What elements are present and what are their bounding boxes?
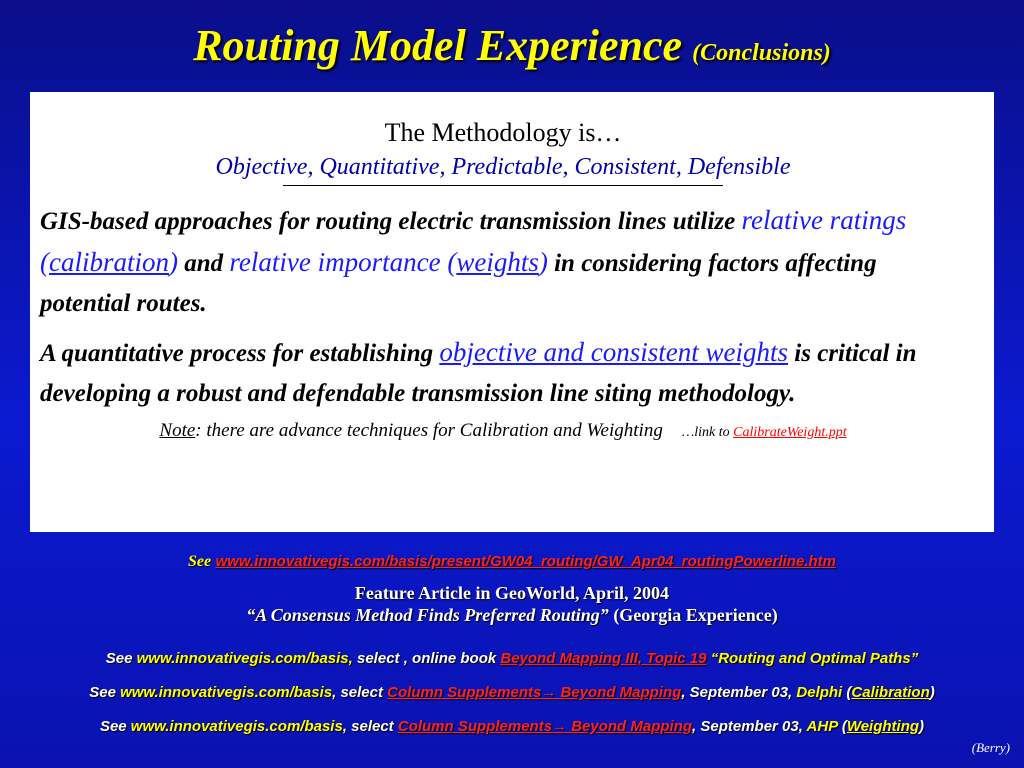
para2-text-2: is critical in developing a robust and defendable transmission line siting methodology. <box>40 340 917 407</box>
para1-blue-2-close: ) <box>538 247 548 277</box>
calibration-link[interactable]: calibration <box>49 247 169 277</box>
paragraph-2 <box>40 332 966 414</box>
ref3-mid: , select <box>342 718 398 735</box>
ref2-mid: , select <box>332 684 388 701</box>
ref1-tail: “Routing and Optimal Paths” <box>710 650 919 667</box>
para1-blue-1-close: ) <box>169 247 178 277</box>
ref2-supplement-link[interactable]: Column Supplements→ Beyond Mapping <box>387 684 682 701</box>
reference-line-3 <box>0 718 1024 735</box>
title-sub: (Conclusions) <box>692 40 831 66</box>
methodology-qualities: Objective, Quantitative, Predictable, Consistent, Defensible <box>215 154 791 180</box>
feature-tail: (Georgia Experience) <box>608 605 778 625</box>
ref3-ahp: AHP <box>806 718 838 735</box>
ref2-delphi: Delphi <box>796 684 843 701</box>
author-credit: (Berry) <box>971 740 1010 755</box>
see-label: See <box>188 553 212 570</box>
ref1-url-link[interactable]: www.innovativegis.com/basis, <box>136 650 353 667</box>
ref3-url-link[interactable]: www.innovativegis.com/basis <box>130 718 343 735</box>
ref3-supplement-link[interactable]: Column Supplements→ Beyond Mapping <box>397 718 693 735</box>
ref1-mid: select , online book <box>352 650 501 667</box>
feature-quote: “A Consensus Method Finds Preferred Routing” <box>246 605 609 625</box>
ref2-url-link[interactable]: www.innovativegis.com/basis <box>120 684 333 701</box>
ref3-sep: , September 03, <box>692 718 807 735</box>
para2-text-1: A quantitative process for establishing <box>40 340 440 367</box>
note-label: Note <box>159 420 196 441</box>
ref3-weighting-link[interactable]: Weighting <box>846 718 920 735</box>
methodology-heading: The Methodology is… <box>384 118 622 147</box>
ref2-sep: , September 03, <box>681 684 797 701</box>
reference-line-2 <box>0 684 1024 701</box>
ref3-open: ( <box>837 718 847 735</box>
ref2-close: ) <box>929 684 935 701</box>
para1-text-1: GIS-based approaches for routing electric transmission lines utilize <box>40 208 736 235</box>
note-line <box>40 420 966 442</box>
article-url-link[interactable]: www.innovativegis.com/basis/present/GW04_routing/GW_Apr04_routingPowerline.htm <box>215 553 836 570</box>
content-panel <box>30 92 994 532</box>
ref3-see: See <box>99 718 131 735</box>
reference-line-1 <box>0 650 1024 667</box>
paragraph-1 <box>40 200 966 324</box>
note-text: : there are advance techniques for Calibration and Weighting <box>195 420 663 441</box>
weights-link[interactable]: weights <box>456 247 539 277</box>
para1-text-3: in considering factors affecting potential routes. <box>40 250 877 317</box>
ref1-see: See <box>105 650 137 667</box>
slide-title <box>0 20 1024 71</box>
objective-weights-link[interactable]: objective and consistent weights <box>439 337 789 367</box>
feature-article <box>0 582 1024 626</box>
see-article-line <box>0 553 1024 571</box>
para1-blue-1: relative ratings ( <box>40 205 907 277</box>
ref3-close: ) <box>919 718 925 735</box>
para1-text-2: and <box>178 250 230 277</box>
ref2-see: See <box>89 684 121 701</box>
feature-line-1: Feature Article in GeoWorld, April, 2004 <box>354 583 670 603</box>
ref2-open: ( <box>842 684 852 701</box>
para1-blue-2: relative importance ( <box>229 247 457 277</box>
note-link-prefix: …link to <box>681 425 734 440</box>
ref2-calibration-link[interactable]: Calibration <box>851 684 930 701</box>
title-main: Routing Model Experience <box>193 21 683 70</box>
calibrate-weight-link[interactable]: CalibrateWeight.ppt <box>733 425 847 440</box>
divider <box>283 185 723 186</box>
ref1-book-link[interactable]: Beyond Mapping III, Topic 19 <box>500 650 707 667</box>
